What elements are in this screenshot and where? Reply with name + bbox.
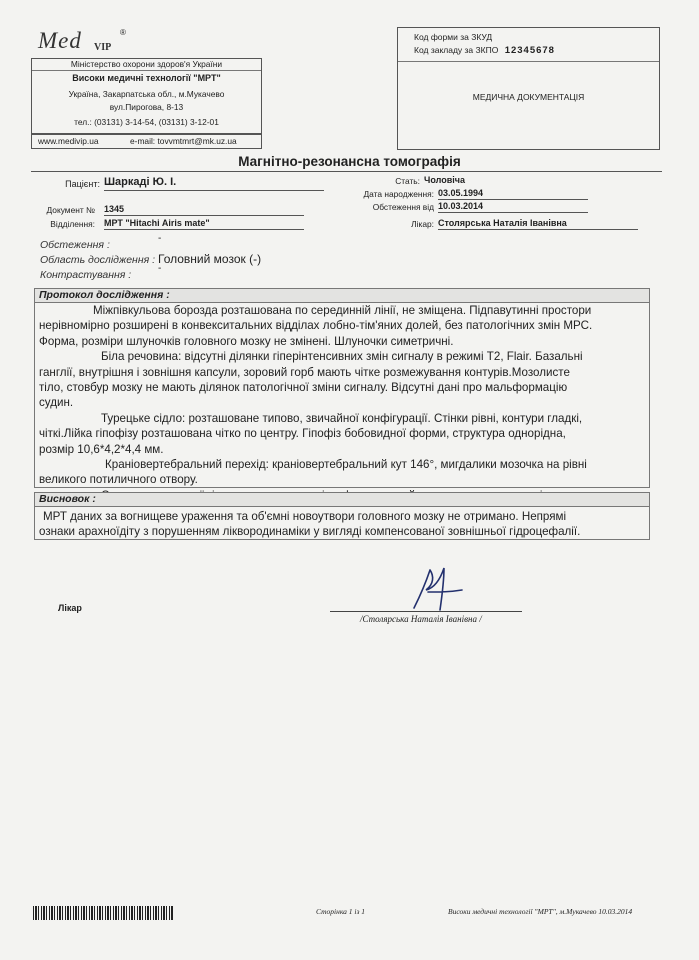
codes-divider [398, 61, 659, 62]
protocol-header: Протокол дослідження : [35, 289, 649, 303]
protocol-line: Турецьке сідло: розташоване типово, звичайної конфігурації. Стінки рівні, контури гладкі, [101, 411, 583, 425]
form-codes-box [397, 27, 660, 150]
title-underline [31, 171, 662, 172]
signature-name: /Столярська Наталія Іванівна / [360, 614, 482, 624]
dob-label: Дата народження: [363, 189, 434, 199]
protocol-text [39, 303, 647, 503]
logo-sub-text: VIP [94, 42, 112, 53]
conclusion-text [39, 509, 647, 540]
org-name: Високи медичні технології "МРТ" [72, 73, 221, 83]
doctor-value: Столярська Наталія Іванівна [438, 218, 638, 230]
org-phone: тел.: (03131) 3-14-54, (03131) 3-12-01 [74, 117, 219, 127]
protocol-line: Форма, розміри шлуночків головного мозку не змінені. Шлуночки симетричні. [39, 334, 454, 348]
footer-org-date: Високи медичні технології "МРТ", м.Мукачево 10.03.2014 [448, 907, 633, 916]
org-website[interactable]: www.medivip.ua [38, 136, 99, 146]
conclusion-line: МРТ даних за вогнищеве ураження та об'ємні новоутвори головного мозку не отримано. Непрямі [43, 510, 567, 523]
zkpo-label: Код закладу за ЗКПО [414, 45, 499, 55]
department-label: Відділення: [50, 219, 95, 229]
zkud-label: Код форми за ЗКУД [414, 32, 493, 42]
document-number-value: 1345 [104, 204, 304, 216]
exam-type-label: Обстеження : [40, 239, 110, 251]
protocol-line: великого потиличного отвору. [39, 473, 198, 487]
org-address-line2: вул.Пирогова, 8-13 [109, 102, 184, 112]
document-title: Магнітно-резонансна томографія [238, 154, 461, 169]
sex-value: Чоловіча [424, 175, 465, 185]
department-value: МРТ "Hitachi Airis mate" [104, 218, 304, 230]
org-email[interactable]: e-mail: tovvmtmrt@mk.uz.ua [130, 136, 237, 146]
protocol-line: ганглії, внутрішня і зовнішня капсули, зоровий горб мають чітке розмежування контурів.Мозолисте [39, 365, 570, 379]
zkpo-row [414, 45, 555, 56]
document-number-label: Документ № [46, 205, 95, 215]
medical-documentation-label: МЕДИЧНА ДОКУМЕНТАЦІЯ [472, 92, 585, 102]
patient-name: Шаркаді Ю. І. [104, 176, 324, 191]
conclusion-line: ознаки арахноїдіту з порушенням ліквородинаміки у вигляді компенсованої зовнішньої гідроцефалії. [39, 525, 581, 539]
protocol-line: судин. [39, 396, 74, 410]
org-address-line1: Україна, Закарпатська обл., м.Мукачево [68, 89, 225, 99]
medvip-logo [38, 28, 130, 56]
contrast-label: Контрастування : [40, 269, 132, 281]
exam-date-label: Обстеження від [372, 202, 434, 212]
ministry-line: Міністерство охорони здоров'я України [32, 59, 261, 71]
study-area-value: Головний мозок (-) [158, 252, 262, 266]
signature-doctor-label: Лікар [58, 603, 82, 613]
conclusion-section [34, 492, 650, 540]
protocol-section [34, 288, 650, 488]
contact-box [31, 134, 262, 149]
exam-type-value: - [158, 233, 162, 244]
contrast-value: - [158, 263, 162, 274]
protocol-line: Міжпівкульова борозда розташована по серединній лінії, не зміщена. Підпавутинні простори [93, 304, 592, 317]
protocol-line: тіло, стовбур мозку не мають ділянок патологічної зміни сигналу. Відсутні дані про мальформацію [39, 381, 568, 395]
protocol-line: нерівномірно розширені в конвекситальних відділах лобно-тім'яних долей, без патологічних змін МРС. [39, 319, 593, 333]
signature-line [330, 611, 522, 612]
protocol-line: розмір 10,6*4,2*4,4 мм. [39, 442, 164, 456]
zkpo-value: 12345678 [504, 45, 555, 56]
conclusion-header: Висновок : [35, 493, 649, 507]
barcode [33, 906, 173, 920]
organization-box [31, 58, 262, 134]
doctor-label: Лікар: [411, 219, 434, 229]
logo-main-text: Med [38, 28, 82, 53]
protocol-line: Біла речовина: відсутні ділянки гіперінтенсивних змін сигналу в режимі Т2, Flair. Базальні [101, 350, 583, 364]
patient-label: Пацієнт: [65, 179, 100, 189]
dob-value: 03.05.1994 [438, 188, 588, 200]
page-number: Сторінка 1 із 1 [316, 907, 366, 916]
handwritten-signature [400, 562, 480, 614]
exam-date-value: 10.03.2014 [438, 201, 588, 213]
sex-label: Стать: [395, 176, 420, 186]
study-area-label: Область дослідження : [40, 254, 156, 266]
protocol-line: чіткі.Лійка гіпофізу розташована чітко по центру. Гіпофіз бобовидної форми, структура однорідна, [39, 427, 566, 441]
registered-mark: ® [120, 28, 126, 37]
protocol-line: Краніовертебральний перехід: краніовертебральний кут 146°, мигдалики мозочка на рівні [105, 458, 587, 472]
